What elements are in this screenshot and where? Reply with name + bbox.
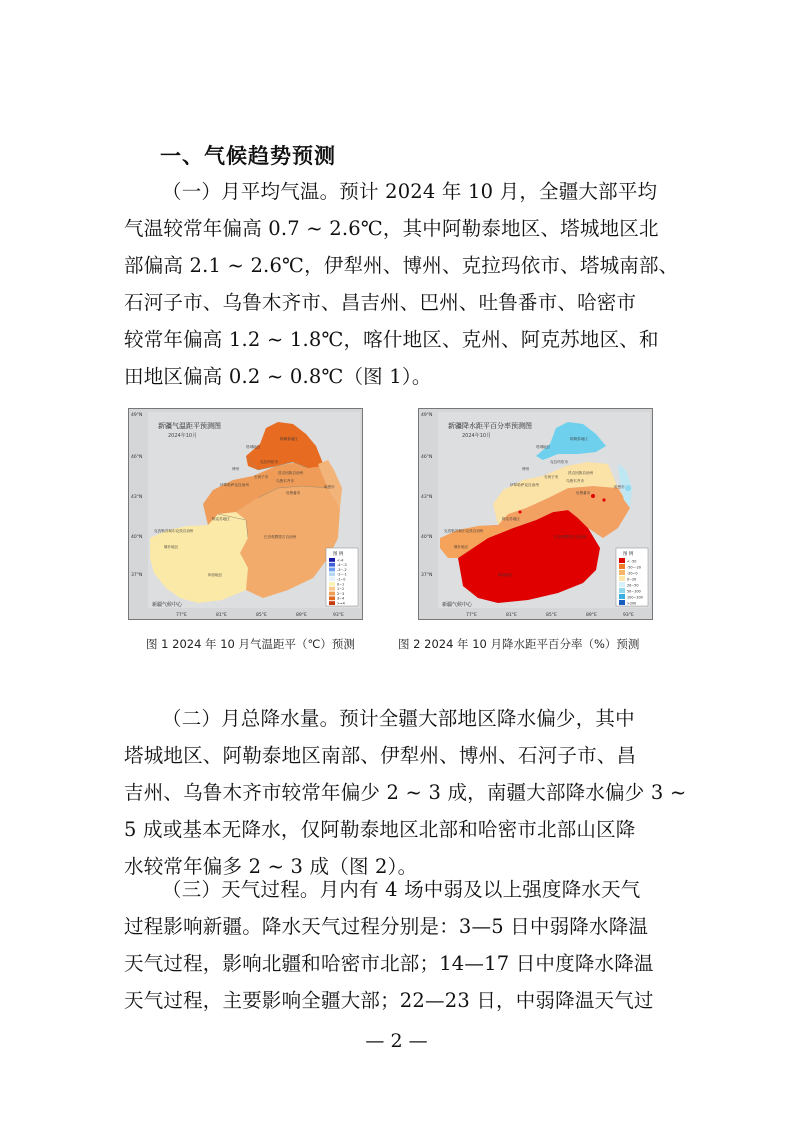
lat-label: 49°N: [421, 413, 433, 418]
lat-label: 37°N: [131, 573, 143, 578]
section-heading: 一、气候趋势预测: [160, 144, 336, 168]
paragraph-line: （三）天气过程。月内有 4 场中弱及以上强度降水天气: [162, 878, 641, 901]
map-credit: 新疆气候中心: [152, 602, 183, 608]
paragraph-line: 水较常年偏多 2 ~ 3 成（图 2）。: [124, 855, 418, 878]
legend-label: -4~-3: [337, 563, 347, 568]
legend-swatch: [329, 572, 335, 576]
lat-label: 43°N: [421, 495, 433, 500]
lat-label: 46°N: [421, 455, 433, 460]
region-label: 阿勒泰地区: [280, 437, 298, 441]
lat-label: 49°N: [131, 413, 143, 418]
legend-swatch: [329, 582, 335, 586]
paragraph-line: 较常年偏高 1.2 ~ 1.8℃，喀什地区、克州、阿克苏地区、和: [124, 328, 659, 351]
legend-label: 20~50: [627, 583, 639, 588]
page-number: — 2 —: [365, 1030, 428, 1052]
legend-title: 图 例: [333, 552, 344, 557]
legend-title: 图 例: [623, 552, 634, 557]
region-label: 克拉玛依市: [260, 460, 278, 464]
region-label: 石河子市: [544, 475, 559, 479]
legend-swatch: [619, 576, 625, 581]
legend-label: 2~3: [337, 591, 345, 596]
region-label: 塔城地区: [536, 445, 551, 449]
lon-label: 81°E: [506, 613, 517, 618]
legend-swatch: [619, 582, 625, 587]
paragraph-line: 田地区偏高 0.2 ~ 0.8℃（图 1）。: [124, 365, 432, 388]
region-label: 塔城地区: [246, 445, 261, 449]
paragraph-line: （二）月总降水量。预计全疆大部地区降水偏少，其中: [162, 707, 635, 730]
precipitation-anomaly-map: [418, 408, 653, 620]
legend-label: -50~-20: [627, 565, 641, 570]
region-label: 乌鲁木齐市: [566, 479, 584, 483]
region-label: 伊犁哈萨克自治州: [220, 483, 249, 487]
region-label: 巴音郭楞蒙古自治州: [554, 535, 587, 539]
region-label: 和田地区: [208, 573, 223, 577]
legend-label: -2~-1: [337, 572, 347, 577]
legend-label: 50~100: [627, 589, 641, 594]
region-label: 石河子市: [254, 475, 269, 479]
legend-label: 3~4: [337, 596, 345, 601]
lat-label: 40°N: [131, 535, 143, 540]
legend-swatch: [619, 558, 625, 563]
weather-process-paragraph: [124, 871, 672, 1019]
legend-swatch: [329, 577, 335, 581]
paragraph-line: 气温较常年偏高 0.7 ~ 2.6℃，其中阿勒泰地区、塔城地区北: [124, 217, 659, 240]
region-label: 伊犁哈萨克自治州: [510, 483, 539, 487]
paragraph-line: 过程影响新疆。降水天气过程分别是：3—5 日中弱降水降温: [124, 915, 649, 938]
legend-label: >=4: [337, 601, 345, 606]
paragraph-line: 部偏高 2.1 ~ 2.6℃，伊犁州、博州、克拉玛依市、塔城南部、: [124, 254, 679, 277]
paragraph-line: 塔城地区、阿勒泰地区南部、伊犁州、博州、石河子市、昌: [124, 744, 637, 767]
paragraph-line: 吉州、乌鲁木齐市较常年偏少 2 ~ 3 成，南疆大部降水偏少 3 ~: [124, 781, 687, 804]
legend-label: < -50: [627, 559, 637, 564]
lon-label: 81°E: [216, 613, 227, 618]
legend-swatch: [329, 558, 335, 562]
dry-spot: [519, 511, 522, 514]
region-label: 乌鲁木齐市: [276, 479, 294, 483]
lon-label: 89°E: [296, 613, 307, 618]
legend-swatch: [619, 588, 625, 593]
temperature-anomaly-map: [128, 408, 363, 620]
region-label: 克孜勒苏柯尔克孜自治州: [444, 529, 484, 533]
lat-label: 43°N: [131, 495, 143, 500]
lat-label: 40°N: [421, 535, 433, 540]
region-label: 克拉玛依市: [550, 460, 568, 464]
legend-label: 1~2: [337, 587, 345, 592]
region-label: 和田地区: [498, 573, 513, 577]
figure-1-caption: 图 1 2024 年 10 月气温距平（℃）预测: [146, 637, 355, 651]
map-credit: 新疆气候中心: [442, 602, 473, 608]
temperature-paragraph: [124, 173, 679, 395]
region-label: 克孜勒苏柯尔克孜自治州: [154, 529, 194, 533]
legend-label: <-4: [337, 558, 344, 563]
map-subtitle: 2024年10月: [462, 433, 492, 439]
dry-spot: [591, 494, 595, 498]
legend-swatch: [329, 587, 335, 591]
region-label: 巴音郭楞蒙古自治州: [264, 535, 297, 539]
legend-label: -20~0: [627, 571, 638, 576]
region-label: 哈密市: [324, 485, 335, 489]
legend-swatch: [329, 563, 335, 567]
legend-swatch: [329, 592, 335, 596]
region-label: 阿克苏地区: [502, 517, 520, 521]
region-label: 昌吉回族自治州: [278, 471, 304, 475]
region-label: 博州: [232, 467, 240, 471]
lon-label: 77°E: [466, 613, 477, 618]
paragraph-line: 5 成或基本无降水，仅阿勒泰地区北部和哈密市北部山区降: [124, 818, 636, 841]
lon-label: 89°E: [586, 613, 597, 618]
region-label: 吐鲁番市: [286, 491, 301, 495]
region-label: 阿克苏地区: [212, 517, 230, 521]
legend-label: 0~20: [627, 577, 637, 582]
legend-swatch: [619, 594, 625, 599]
precipitation-map-svg: [418, 408, 653, 620]
region-label: 喀什地区: [454, 545, 469, 549]
map-subtitle: 2024年10月: [168, 433, 198, 439]
wet-spot: [625, 485, 631, 491]
map-title: 新疆降水距平百分率预测图: [448, 422, 532, 430]
legend-swatch: [619, 570, 625, 575]
region-label: 吐鲁番市: [576, 491, 591, 495]
region-label: 博州: [522, 467, 530, 471]
legend-label: -1~0: [337, 577, 346, 582]
lon-label: 77°E: [176, 613, 187, 618]
lat-label: 46°N: [131, 455, 143, 460]
lon-label: 93°E: [333, 613, 344, 618]
legend-swatch: [619, 564, 625, 569]
paragraph-line: （一）月平均气温。预计 2024 年 10 月，全疆大部平均: [162, 180, 658, 203]
lat-label: 37°N: [421, 573, 433, 578]
figure-2-caption: 图 2 2024 年 10 月降水距平百分率（%）预测: [398, 637, 640, 651]
legend-swatch: [619, 600, 625, 605]
legend-label: 100~200: [627, 595, 643, 600]
lon-label: 85°E: [546, 613, 557, 618]
legend-label: -3~-2: [337, 567, 347, 572]
dry-spot: [602, 498, 605, 501]
legend-swatch: [329, 568, 335, 572]
precipitation-paragraph: [124, 700, 687, 885]
region-label: 阿勒泰地区: [570, 437, 588, 441]
legend-swatch: [329, 596, 335, 600]
legend-label: 0~1: [337, 582, 345, 587]
map-title: 新疆气温距平预测图: [158, 422, 221, 430]
paragraph-line: 天气过程，影响北疆和哈密市北部；14—17 日中度降水降温: [124, 952, 654, 975]
region-label: 哈密市: [614, 485, 625, 489]
lon-label: 85°E: [256, 613, 267, 618]
region-label: 昌吉回族自治州: [568, 471, 594, 475]
region-label: 喀什地区: [164, 545, 179, 549]
legend-swatch: [329, 601, 335, 605]
paragraph-line: 石河子市、乌鲁木齐市、昌吉州、巴州、吐鲁番市、哈密市: [124, 291, 637, 314]
legend-label: >200: [627, 601, 637, 606]
lon-label: 93°E: [623, 613, 634, 618]
temperature-map-svg: [128, 408, 363, 620]
paragraph-line: 天气过程，主要影响全疆大部；22—23 日，中弱降温天气过: [124, 989, 654, 1012]
